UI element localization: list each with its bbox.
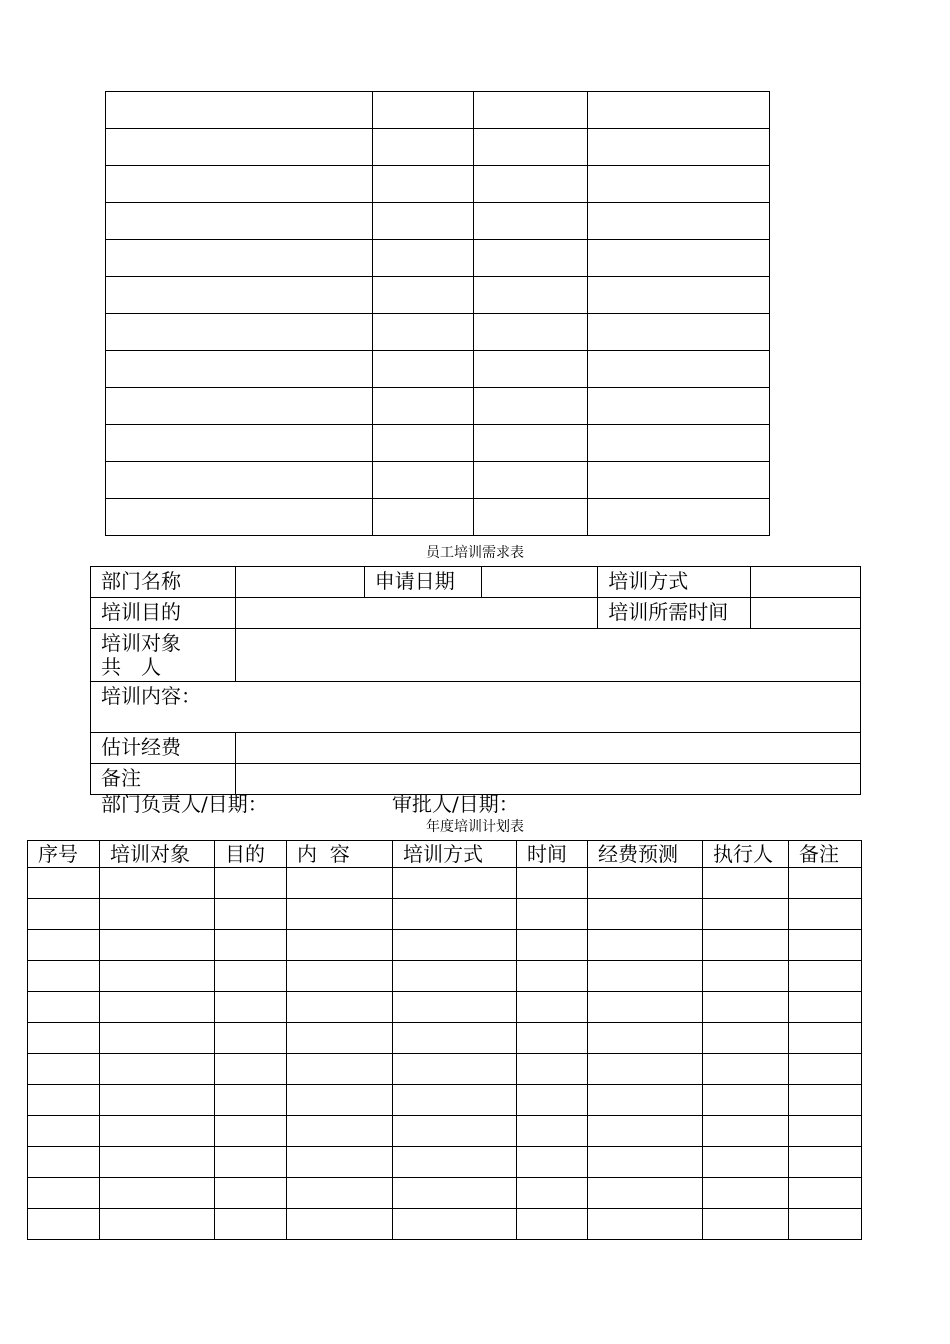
table-cell[interactable]	[28, 1209, 100, 1240]
target-field[interactable]	[235, 629, 860, 682]
table-row	[106, 462, 770, 499]
table-cell[interactable]	[588, 277, 770, 314]
purpose-field[interactable]	[235, 598, 597, 629]
needs-form-title: 员工培训需求表	[426, 545, 524, 561]
table-cell[interactable]	[100, 899, 215, 930]
col-header-content: 内 容	[287, 841, 393, 868]
training-needs-form	[90, 566, 861, 795]
table-cell[interactable]	[106, 462, 373, 499]
table-cell[interactable]	[287, 1116, 393, 1147]
table-cell[interactable]	[287, 961, 393, 992]
table-cell[interactable]	[106, 425, 373, 462]
table-cell[interactable]	[703, 1054, 789, 1085]
table-cell[interactable]	[373, 203, 474, 240]
table-cell[interactable]	[474, 277, 588, 314]
table-cell[interactable]	[100, 992, 215, 1023]
table-cell[interactable]	[28, 1147, 100, 1178]
table-cell[interactable]	[106, 166, 373, 203]
table-cell[interactable]	[28, 868, 100, 899]
table-cell[interactable]	[373, 462, 474, 499]
table-cell[interactable]	[474, 388, 588, 425]
table-cell[interactable]	[106, 499, 373, 536]
table-cell[interactable]	[588, 1054, 703, 1085]
table-cell[interactable]	[474, 314, 588, 351]
table-cell[interactable]	[588, 203, 770, 240]
table-cell[interactable]	[588, 240, 770, 277]
col-header-budget: 经费预测	[588, 841, 703, 868]
table-cell[interactable]	[789, 1116, 862, 1147]
table-cell[interactable]	[588, 1023, 703, 1054]
table-cell[interactable]	[100, 961, 215, 992]
content-cell[interactable]	[91, 682, 861, 733]
table-cell[interactable]	[106, 129, 373, 166]
table-cell[interactable]	[517, 1023, 588, 1054]
table-cell[interactable]	[588, 992, 703, 1023]
table-cell[interactable]	[703, 930, 789, 961]
total-people-label: 共 人	[101, 655, 161, 679]
purpose-label: 培训目的	[91, 598, 236, 629]
table-cell[interactable]	[393, 1023, 517, 1054]
table-cell[interactable]	[215, 1085, 287, 1116]
table-cell[interactable]	[789, 899, 862, 930]
method-label: 培训方式	[598, 567, 751, 598]
table-cell[interactable]	[588, 1178, 703, 1209]
table-cell[interactable]	[588, 129, 770, 166]
table-cell[interactable]	[100, 930, 215, 961]
table-cell[interactable]	[588, 1085, 703, 1116]
approver-signature: 审批人/日期：	[392, 792, 519, 816]
table-cell[interactable]	[789, 1023, 862, 1054]
table-cell[interactable]	[100, 1085, 215, 1116]
table-cell[interactable]	[393, 992, 517, 1023]
table-cell[interactable]	[215, 1209, 287, 1240]
table-row	[28, 930, 862, 961]
table-cell[interactable]	[588, 425, 770, 462]
table-cell[interactable]	[474, 425, 588, 462]
table-cell[interactable]	[100, 1209, 215, 1240]
table-cell[interactable]	[215, 1054, 287, 1085]
table-row	[28, 1178, 862, 1209]
table-cell[interactable]	[215, 1147, 287, 1178]
table-cell[interactable]	[100, 1147, 215, 1178]
table-cell[interactable]	[517, 1116, 588, 1147]
table-cell[interactable]	[215, 961, 287, 992]
remark-field[interactable]	[235, 764, 860, 795]
table-row	[106, 425, 770, 462]
table-cell[interactable]	[373, 166, 474, 203]
table-cell[interactable]	[588, 388, 770, 425]
table-cell[interactable]	[373, 351, 474, 388]
table-cell[interactable]	[287, 1023, 393, 1054]
table-cell[interactable]	[474, 351, 588, 388]
table-row	[28, 1116, 862, 1147]
table-row	[28, 1023, 862, 1054]
table-cell[interactable]	[106, 277, 373, 314]
apply-date-field[interactable]	[481, 567, 598, 598]
apply-date-label: 申请日期	[364, 567, 481, 598]
table-cell[interactable]	[789, 992, 862, 1023]
table-cell[interactable]	[703, 1085, 789, 1116]
col-header-seq: 序号	[28, 841, 100, 868]
table-row	[28, 992, 862, 1023]
table-cell[interactable]	[287, 930, 393, 961]
time-needed-field[interactable]	[751, 598, 861, 629]
table-row	[106, 166, 770, 203]
table-cell[interactable]	[517, 992, 588, 1023]
table-cell[interactable]	[703, 868, 789, 899]
col-header-target: 培训对象	[100, 841, 215, 868]
table-cell[interactable]	[215, 868, 287, 899]
table-cell[interactable]	[517, 1178, 588, 1209]
table-cell[interactable]	[287, 1054, 393, 1085]
table-cell[interactable]	[703, 1209, 789, 1240]
col-header-purpose: 目的	[215, 841, 287, 868]
table-cell[interactable]	[373, 129, 474, 166]
table-cell[interactable]	[215, 899, 287, 930]
table-cell[interactable]	[100, 1178, 215, 1209]
table-cell[interactable]	[588, 314, 770, 351]
table-cell[interactable]	[703, 961, 789, 992]
table-cell[interactable]	[789, 1147, 862, 1178]
table-cell[interactable]	[474, 166, 588, 203]
table-cell[interactable]	[287, 1209, 393, 1240]
table-cell[interactable]	[789, 961, 862, 992]
table-cell[interactable]	[28, 1085, 100, 1116]
table-cell[interactable]	[588, 499, 770, 536]
table-cell[interactable]	[287, 992, 393, 1023]
table-cell[interactable]	[373, 314, 474, 351]
table-cell[interactable]	[393, 899, 517, 930]
table-row	[106, 314, 770, 351]
col-header-executor: 执行人	[703, 841, 789, 868]
table-cell[interactable]	[588, 961, 703, 992]
table-cell[interactable]	[393, 1178, 517, 1209]
table-cell[interactable]	[373, 388, 474, 425]
table-cell[interactable]	[287, 1178, 393, 1209]
table-cell[interactable]	[703, 1116, 789, 1147]
content-label: 培训内容：	[101, 684, 201, 708]
table-cell[interactable]	[287, 899, 393, 930]
table-cell[interactable]	[588, 166, 770, 203]
table-cell[interactable]	[100, 1054, 215, 1085]
table-cell[interactable]	[588, 351, 770, 388]
target-label: 培训对象	[101, 631, 181, 655]
table-cell[interactable]	[106, 203, 373, 240]
table-cell[interactable]	[703, 1023, 789, 1054]
table-cell[interactable]	[393, 868, 517, 899]
time-needed-label: 培训所需时间	[598, 598, 751, 629]
table-cell[interactable]	[393, 1116, 517, 1147]
table-cell[interactable]	[106, 351, 373, 388]
table-cell[interactable]	[28, 930, 100, 961]
table-cell[interactable]	[703, 992, 789, 1023]
table-cell[interactable]	[588, 1209, 703, 1240]
table-cell[interactable]	[517, 1054, 588, 1085]
table-cell[interactable]	[215, 992, 287, 1023]
table-row	[28, 1209, 862, 1240]
table-cell[interactable]	[100, 1023, 215, 1054]
table-row	[28, 1054, 862, 1085]
cost-field[interactable]	[235, 733, 860, 764]
table-cell[interactable]	[28, 1178, 100, 1209]
table-cell[interactable]	[517, 1085, 588, 1116]
dept-name-field[interactable]	[235, 567, 364, 598]
table-cell[interactable]	[703, 1147, 789, 1178]
table-cell[interactable]	[789, 1085, 862, 1116]
table-cell[interactable]	[100, 1116, 215, 1147]
table-cell[interactable]	[474, 240, 588, 277]
table-cell[interactable]	[474, 92, 588, 129]
table-cell[interactable]	[393, 930, 517, 961]
plan-header-row	[28, 841, 862, 868]
table-cell[interactable]	[588, 1116, 703, 1147]
table-cell[interactable]	[474, 499, 588, 536]
table-cell[interactable]	[588, 899, 703, 930]
table-cell[interactable]	[287, 1147, 393, 1178]
cost-label: 估计经费	[91, 733, 236, 764]
table-cell[interactable]	[28, 1054, 100, 1085]
table-cell[interactable]	[215, 930, 287, 961]
table-cell[interactable]	[373, 92, 474, 129]
annual-training-plan-table	[27, 840, 862, 1240]
col-header-remark: 备注	[789, 841, 862, 868]
col-header-method: 培训方式	[393, 841, 517, 868]
table-cell[interactable]	[373, 499, 474, 536]
table-cell[interactable]	[215, 1116, 287, 1147]
table-cell[interactable]	[789, 1178, 862, 1209]
table-cell[interactable]	[106, 314, 373, 351]
table-row	[106, 277, 770, 314]
table-row	[106, 240, 770, 277]
table-cell[interactable]	[215, 1178, 287, 1209]
table-cell[interactable]	[393, 1147, 517, 1178]
table-cell[interactable]	[703, 1178, 789, 1209]
table-cell[interactable]	[517, 930, 588, 961]
table-cell[interactable]	[100, 868, 215, 899]
table-cell[interactable]	[517, 1147, 588, 1178]
table-cell[interactable]	[28, 899, 100, 930]
table-row	[106, 351, 770, 388]
table-cell[interactable]	[393, 961, 517, 992]
blank-table	[105, 91, 770, 536]
table-cell[interactable]	[373, 277, 474, 314]
table-cell[interactable]	[789, 1209, 862, 1240]
table-cell[interactable]	[393, 1085, 517, 1116]
table-cell[interactable]	[703, 899, 789, 930]
table-cell[interactable]	[287, 1085, 393, 1116]
table-cell[interactable]	[28, 1116, 100, 1147]
table-row	[106, 92, 770, 129]
table-cell[interactable]	[588, 92, 770, 129]
table-cell[interactable]	[474, 129, 588, 166]
dept-name-label: 部门名称	[91, 567, 236, 598]
table-cell[interactable]	[517, 868, 588, 899]
table-cell[interactable]	[393, 1054, 517, 1085]
col-header-time: 时间	[517, 841, 588, 868]
method-field[interactable]	[751, 567, 861, 598]
plan-table-title: 年度培训计划表	[426, 819, 524, 835]
table-cell[interactable]	[588, 462, 770, 499]
table-row	[28, 1147, 862, 1178]
dept-head-signature: 部门负责人/日期：	[101, 792, 268, 816]
table-row	[28, 1085, 862, 1116]
table-cell[interactable]	[287, 868, 393, 899]
table-cell[interactable]	[393, 1209, 517, 1240]
table-cell[interactable]	[106, 240, 373, 277]
table-cell[interactable]	[28, 961, 100, 992]
table-cell[interactable]	[106, 388, 373, 425]
table-cell[interactable]	[588, 868, 703, 899]
table-row	[28, 899, 862, 930]
table-cell[interactable]	[474, 203, 588, 240]
table-row	[106, 129, 770, 166]
target-label-cell	[91, 629, 236, 682]
table-cell[interactable]	[215, 1023, 287, 1054]
table-cell[interactable]	[517, 899, 588, 930]
table-cell[interactable]	[373, 425, 474, 462]
table-cell[interactable]	[106, 92, 373, 129]
table-cell[interactable]	[28, 1023, 100, 1054]
table-row	[28, 961, 862, 992]
table-cell[interactable]	[789, 930, 862, 961]
table-cell[interactable]	[474, 462, 588, 499]
table-row	[28, 868, 862, 899]
table-cell[interactable]	[789, 868, 862, 899]
table-cell[interactable]	[28, 992, 100, 1023]
table-cell[interactable]	[517, 961, 588, 992]
table-row	[106, 203, 770, 240]
table-cell[interactable]	[588, 1147, 703, 1178]
table-row	[106, 499, 770, 536]
table-cell[interactable]	[517, 1209, 588, 1240]
table-cell[interactable]	[588, 930, 703, 961]
table-cell[interactable]	[373, 240, 474, 277]
table-row	[106, 388, 770, 425]
remark-label: 备注	[91, 764, 236, 795]
table-cell[interactable]	[789, 1054, 862, 1085]
